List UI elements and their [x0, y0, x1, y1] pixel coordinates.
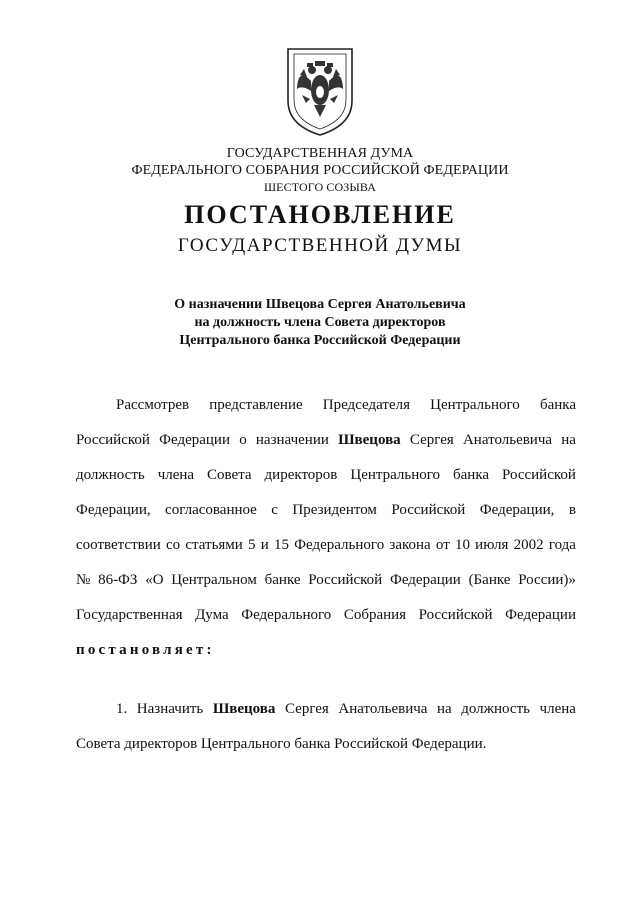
- subject-line-1: О назначении Швецова Сергея Анатольевича: [174, 297, 466, 312]
- word: Рассмотрев: [116, 397, 190, 413]
- appointee-surname: Швецова: [338, 432, 401, 448]
- word: члена: [539, 701, 576, 717]
- word: №: [76, 572, 91, 588]
- paragraph-line: [76, 533, 576, 568]
- word: банке: [264, 572, 301, 588]
- word: банка: [539, 397, 576, 413]
- word: Российской: [502, 467, 576, 483]
- header-line-duma: ГОСУДАРСТВЕННАЯ ДУМА: [226, 146, 414, 161]
- paragraph-line: [76, 463, 576, 498]
- subject-line-3: Центрального банка Российской Федерации: [179, 333, 461, 348]
- paragraph-line: [76, 568, 576, 603]
- word: года: [548, 537, 576, 553]
- word: представление: [209, 397, 303, 413]
- word: Центрального: [430, 397, 520, 413]
- word: Федерального: [241, 607, 332, 623]
- word: 86-ФЗ: [98, 572, 138, 588]
- word: должность: [461, 701, 530, 717]
- word: Председателя: [322, 397, 410, 413]
- word: Федерации: [505, 607, 576, 623]
- paragraph-line: [76, 498, 576, 533]
- word: Президентом: [292, 502, 377, 518]
- word: на: [561, 432, 576, 448]
- word: Российской: [391, 502, 466, 518]
- word: Назначить: [136, 701, 204, 717]
- word: Собрания: [343, 607, 407, 623]
- item-number: 1.: [116, 701, 128, 717]
- word: в: [568, 502, 576, 518]
- document-subject: [0, 296, 640, 350]
- resolves-keyword: постановляет:: [76, 642, 215, 658]
- appointee-surname: Швецова: [212, 701, 276, 717]
- word: соответствии: [76, 537, 161, 553]
- word: Российской: [308, 572, 383, 588]
- word: и: [260, 537, 269, 553]
- paragraph-line: [76, 638, 576, 673]
- word: Дума: [195, 607, 229, 623]
- preamble-paragraph: [76, 393, 576, 673]
- word: Федерации: [159, 432, 230, 448]
- word: Государственная: [76, 607, 183, 623]
- header-line-assembly: ФЕДЕРАЛЬНОГО СОБРАНИЯ РОССИЙСКОЙ ФЕДЕРАЦИИ: [131, 163, 509, 178]
- header-line-convocation: ШЕСТОГО СОЗЫВА: [263, 180, 377, 194]
- word: с: [271, 502, 278, 518]
- word: со: [165, 537, 181, 553]
- emblem-icon: [280, 45, 360, 137]
- word: статьями: [185, 537, 243, 553]
- paragraph-line: [76, 428, 576, 463]
- item-text: Совета директоров Центрального банка Российской Федерации.: [76, 736, 487, 752]
- word: члена: [157, 467, 195, 483]
- paragraph-line: [76, 603, 576, 638]
- word: Федерации: [389, 572, 461, 588]
- word: Центрального: [350, 467, 441, 483]
- word: директоров: [264, 467, 338, 483]
- word: закона: [389, 537, 431, 553]
- item-line: [76, 732, 576, 767]
- word: 2002: [513, 537, 544, 553]
- paragraph-line: [76, 393, 576, 428]
- subject-line-2: на должность члена Совета директоров: [194, 315, 446, 330]
- word: России)»: [518, 572, 576, 588]
- word: июля: [475, 537, 509, 553]
- word: от: [435, 537, 450, 553]
- document-subtitle: ГОСУДАРСТВЕННОЙ ДУМЫ: [177, 235, 463, 256]
- word: (Банке: [468, 572, 511, 588]
- word: Федерации,: [479, 502, 555, 518]
- word: Российской: [76, 432, 150, 448]
- resolution-item-1: [76, 697, 576, 767]
- word: Совета: [207, 467, 252, 483]
- word: «О: [145, 572, 164, 588]
- word: банка: [453, 467, 490, 483]
- word: Сергея: [284, 701, 329, 717]
- issuer-header: [0, 145, 640, 196]
- word: на: [437, 701, 452, 717]
- word: Сергея: [409, 432, 454, 448]
- word: Федерации,: [76, 502, 151, 518]
- word: 10: [454, 537, 470, 553]
- word: 15: [273, 537, 289, 553]
- word: назначении: [255, 432, 329, 448]
- word: Центральном: [171, 572, 257, 588]
- word: должность: [76, 467, 145, 483]
- word: Российской: [418, 607, 493, 623]
- word: Федерального: [294, 537, 385, 553]
- word: Анатольевича: [462, 432, 553, 448]
- item-line: [76, 697, 576, 732]
- word: 5: [248, 537, 256, 553]
- word: Анатольевича: [338, 701, 428, 717]
- document-title: ПОСТАНОВЛЕНИЕ: [184, 200, 456, 229]
- word: согласованное: [165, 502, 257, 518]
- word: о: [239, 432, 247, 448]
